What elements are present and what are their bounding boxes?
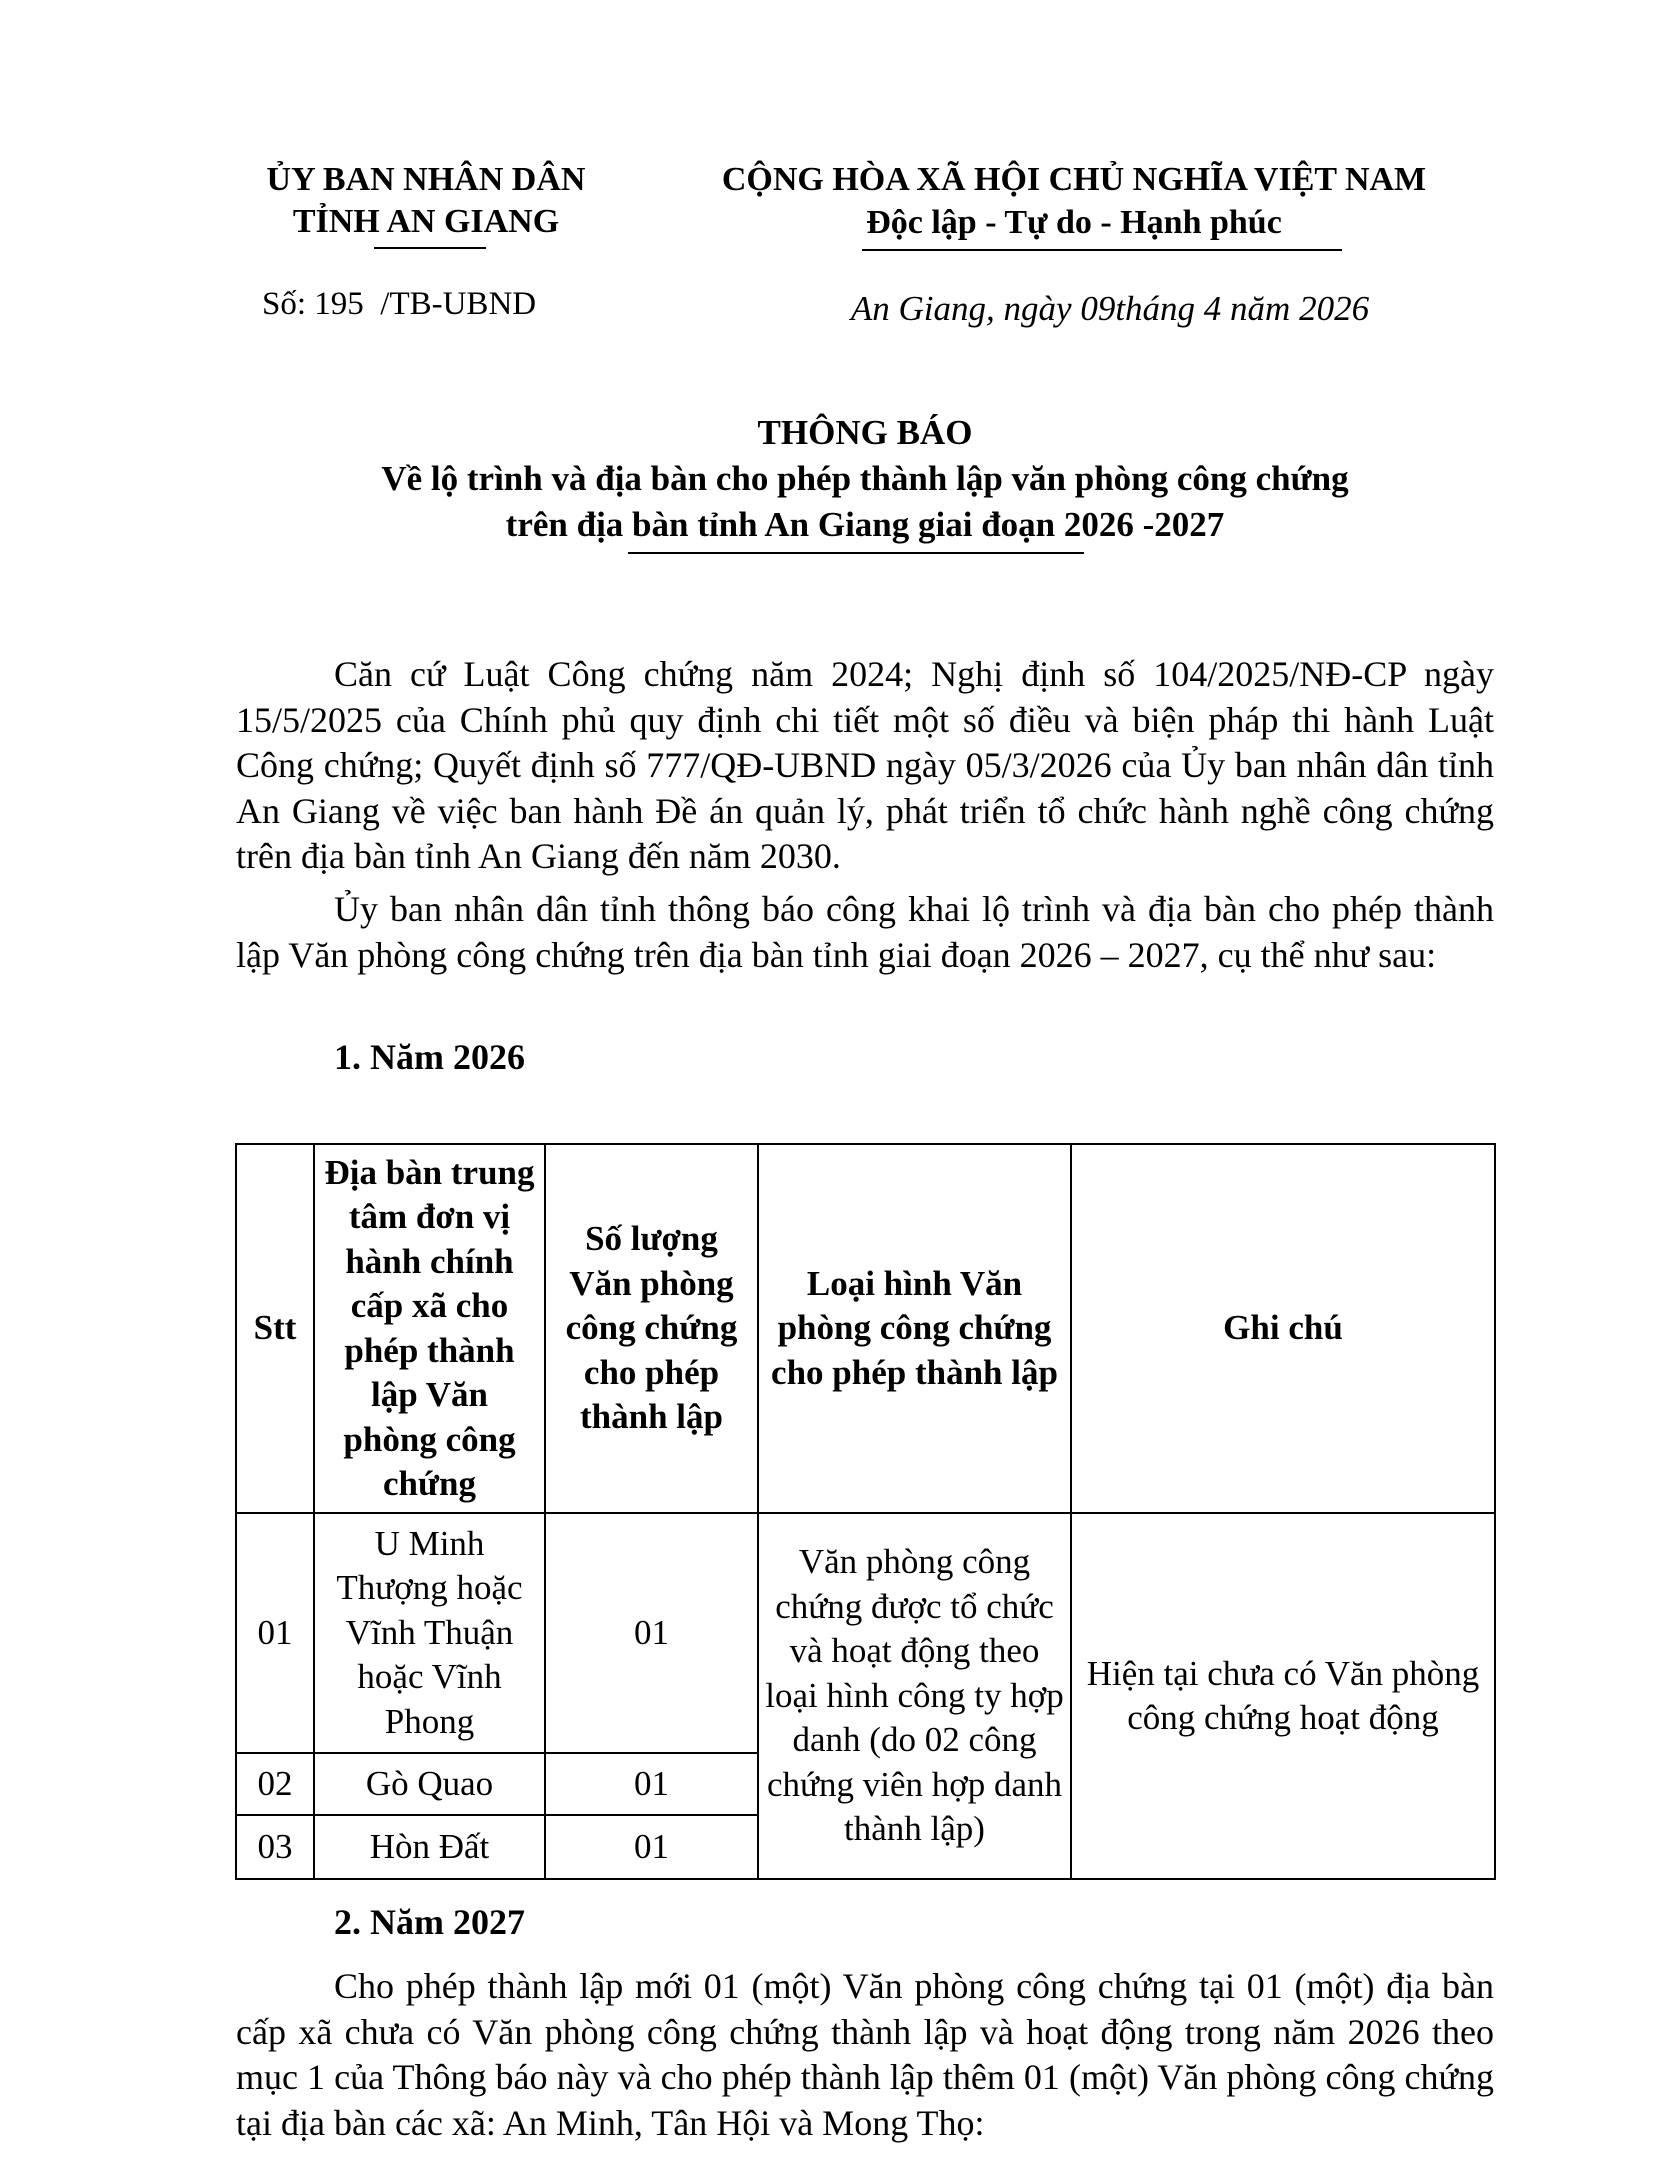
cell-area: Hòn Đất bbox=[314, 1815, 545, 1879]
header-type: Loại hình Văn phòng công chứng cho phép thành lập bbox=[758, 1144, 1071, 1513]
agency-name-line1: ỦY BAN NHÂN DÂN bbox=[266, 161, 586, 198]
office-allocation-table bbox=[235, 1143, 1496, 1880]
header-area: Địa bàn trung tâm đơn vị hành chính cấp xã cho phép thành lập Văn phòng công chứng bbox=[314, 1144, 545, 1513]
header-count: Số lượng Văn phòng công chứng cho phép thành lập bbox=[545, 1144, 758, 1513]
cell-stt: 03 bbox=[236, 1815, 314, 1879]
cell-stt: 02 bbox=[236, 1753, 314, 1815]
cell-count: 01 bbox=[545, 1753, 758, 1815]
header-stt: Stt bbox=[236, 1144, 314, 1513]
cell-count: 01 bbox=[545, 1815, 758, 1879]
agency-name-line2: TỈNH AN GIANG bbox=[292, 203, 560, 240]
section-heading-2026: 1. Năm 2026 bbox=[334, 1037, 525, 1077]
document-date: An Giang, ngày 09tháng 4 năm 2026 bbox=[850, 289, 1370, 328]
document-title: THÔNG BÁO bbox=[757, 413, 973, 452]
cell-area: U Minh Thượng hoặc Vĩnh Thuận hoặc Vĩnh Phong bbox=[314, 1513, 545, 1753]
paragraph-legal-basis: Căn cứ Luật Công chứng năm 2024; Nghị định số 104/2025/NĐ-CP ngày 15/5/2025 của Chính phủ quy định chi tiết một số điều và biện pháp thi hành Luật Công chứng; Quyết định số 777/QĐ-UBND ngày 05/3/2026 của Ủy ban nhân dân tỉnh An Giang về việc ban hành Đề án quản lý, phát triển tổ chức hành nghề công chứng trên địa bàn tỉnh An Giang đến năm 2030. bbox=[236, 654, 1494, 876]
document-subtitle-line2: trên địa bàn tỉnh An Giang giai đoạn 2026 -2027 bbox=[505, 505, 1225, 544]
cell-area: Gò Quao bbox=[314, 1753, 545, 1815]
document-number: Số: 195 /TB-UBND bbox=[262, 286, 537, 322]
table-row bbox=[236, 1513, 1495, 1753]
motto-underline bbox=[862, 249, 1342, 251]
header-note: Ghi chú bbox=[1071, 1144, 1495, 1513]
document-subtitle-line1: Về lộ trình và địa bàn cho phép thành lập văn phòng công chứng bbox=[381, 459, 1349, 498]
section-heading-2027: 2. Năm 2027 bbox=[334, 1902, 525, 1942]
paragraph-2027-plan: Cho phép thành lập mới 01 (một) Văn phòng công chứng tại 01 (một) địa bàn cấp xã chưa có Văn phòng công chứng thành lập và hoạt động trong năm 2026 theo mục 1 của Thông báo này và cho phép thành lập thêm 01 (một) Văn phòng công chứng tại địa bàn các xã: An Minh, Tân Hội và Mong Thọ: bbox=[236, 1966, 1494, 2143]
national-title: CỘNG HÒA XÃ HỘI CHỦ NGHĨA VIỆT NAM bbox=[721, 161, 1427, 198]
cell-note: Hiện tại chưa có Văn phòng công chứng hoạt động bbox=[1071, 1513, 1495, 1879]
agency-underline bbox=[374, 247, 486, 249]
paragraph-announcement: Ủy ban nhân dân tỉnh thông báo công khai lộ trình và địa bàn cho phép thành lập Văn phòng công chứng trên địa bàn tỉnh giai đoạn 2026 – 2027, cụ thể như sau: bbox=[236, 889, 1494, 975]
cell-stt: 01 bbox=[236, 1513, 314, 1753]
cell-office-type: Văn phòng công chứng được tổ chức và hoạt động theo loại hình công ty hợp danh (do 02 công chứng viên hợp danh thành lập) bbox=[758, 1513, 1071, 1879]
cell-count: 01 bbox=[545, 1513, 758, 1753]
title-underline bbox=[628, 552, 1084, 554]
table-header-row bbox=[236, 1144, 1495, 1513]
national-motto: Độc lập - Tự do - Hạnh phúc bbox=[866, 204, 1282, 241]
